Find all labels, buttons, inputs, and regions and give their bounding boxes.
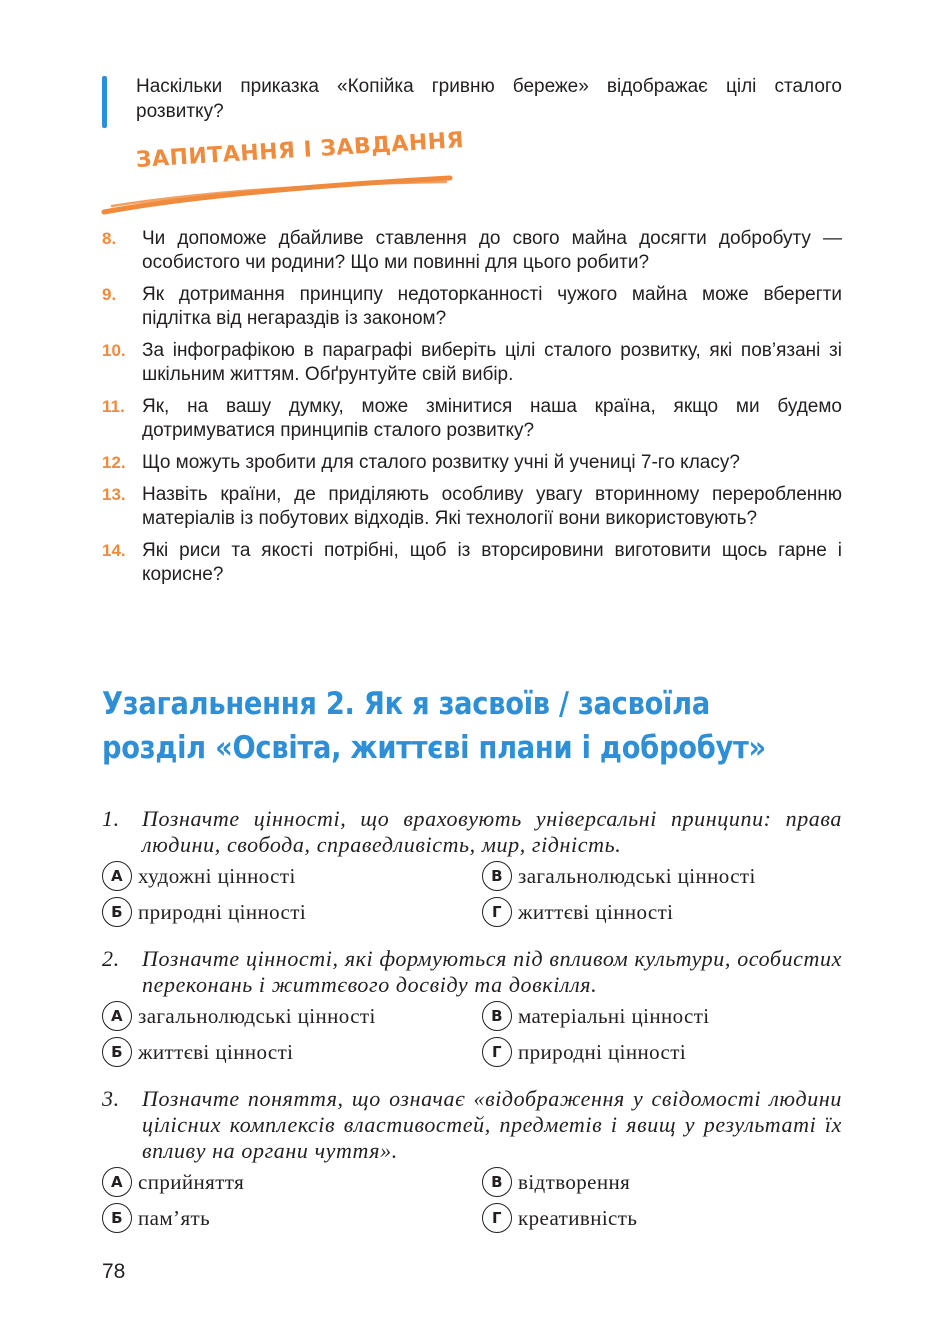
section-heading	[100, 127, 465, 220]
question-text: Як дотримання принципу недоторканності чужого майна може вберегти підлітка від негараздів із законом?	[142, 284, 842, 329]
answer-option[interactable]	[102, 1204, 482, 1232]
test-number: 3.	[102, 1086, 120, 1111]
answer-option[interactable]	[102, 1002, 482, 1030]
option-letter-badge: В	[482, 861, 512, 891]
option-text: художні цінності	[138, 863, 296, 888]
question-number: 11.	[102, 397, 125, 416]
answer-option[interactable]	[482, 862, 842, 890]
question-text: Чи допоможе дбайливе ставлення до свого майна досягти добробуту — особистого чи родини? Що ми повинні для цього робити?	[142, 228, 842, 273]
option-letter-badge: Б	[102, 1203, 132, 1233]
question-number: 14.	[102, 541, 126, 560]
question-list	[102, 227, 842, 595]
answer-options	[102, 862, 842, 926]
test-text: Позначте поняття, що означає «відображення у свідомості людини цілісних комплексів властивостей, предметів і явищ у результаті їх впливу на органи чуття».	[142, 1086, 842, 1163]
option-letter-badge: В	[482, 1001, 512, 1031]
answer-option[interactable]	[102, 898, 482, 926]
answer-option[interactable]	[482, 1038, 842, 1066]
option-text: життєві цінності	[138, 1039, 294, 1064]
option-letter-badge: Б	[102, 1037, 132, 1067]
list-item	[102, 451, 842, 475]
test-number: 1.	[102, 806, 120, 831]
test-question-2	[102, 946, 842, 1066]
question-text: Назвіть країни, де приділяють особливу увагу вторинному переробленню матеріалів із побутових відходів. Які технології вони використовують?	[142, 484, 842, 529]
answer-option[interactable]	[482, 1204, 842, 1232]
option-letter-badge: Г	[482, 897, 512, 927]
test-question-1	[102, 806, 842, 926]
page-number: 78	[102, 1260, 126, 1283]
question-text: За інфографікою в параграфі виберіть цілі сталого розвитку, які пов’язані зі шкільним життям. Обґрунтуйте свій вибір.	[142, 340, 842, 385]
option-letter-badge: В	[482, 1167, 512, 1197]
answer-option[interactable]	[102, 862, 482, 890]
list-item	[102, 339, 842, 387]
list-item	[102, 395, 842, 443]
option-letter-badge: А	[102, 1167, 132, 1197]
question-number: 9.	[102, 285, 117, 304]
question-text: Які риси та якості потрібні, щоб із вторсировини виготовити щось гарне і корисне?	[142, 540, 842, 585]
test-question-3	[102, 1086, 842, 1232]
question-text: Що можуть зробити для сталого розвитку учні й учениці 7-го класу?	[142, 452, 740, 473]
answer-option[interactable]	[482, 898, 842, 926]
list-item	[102, 227, 842, 275]
test-number: 2.	[102, 946, 120, 971]
list-item	[102, 283, 842, 331]
brush-underline-icon	[100, 170, 460, 220]
answer-option[interactable]	[482, 1002, 842, 1030]
list-item	[102, 539, 842, 587]
question-number: 10.	[102, 341, 126, 360]
option-text: природні цінності	[518, 1039, 687, 1064]
question-text: Як, на вашу думку, може змінитися наша країна, якщо ми будемо дотримуватися принципів сталого розвитку?	[142, 396, 842, 441]
question-number: 8.	[102, 229, 117, 248]
option-text: природні цінності	[138, 899, 307, 924]
answer-options	[102, 1168, 842, 1232]
answer-option[interactable]	[102, 1168, 482, 1196]
option-text: загальнолюдські цінності	[518, 863, 756, 888]
option-letter-badge: Б	[102, 897, 132, 927]
answer-options	[102, 1002, 842, 1066]
question-number: 12.	[102, 453, 126, 472]
accent-bar	[102, 76, 107, 128]
reflection-text: Наскільки приказка «Копійка гривню береже» відображає цілі сталого розвитку?	[136, 76, 842, 122]
option-letter-badge: А	[102, 861, 132, 891]
option-text: матеріальні цінності	[518, 1003, 710, 1028]
list-item	[102, 483, 842, 531]
option-letter-badge: А	[102, 1001, 132, 1031]
option-text: загальнолюдські цінності	[138, 1003, 376, 1028]
option-text: відтворення	[518, 1169, 631, 1194]
section-title: ЗАПИТАННЯ І ЗАВДАННЯ	[135, 127, 465, 173]
answer-option[interactable]	[482, 1168, 842, 1196]
test-text: Позначте цінності, які формуються під впливом культури, особистих переконань і життєвого досвіду та довкілля.	[142, 946, 842, 997]
option-text: сприйняття	[138, 1169, 245, 1194]
option-text: креативність	[518, 1205, 638, 1230]
option-letter-badge: Г	[482, 1203, 512, 1233]
option-letter-badge: Г	[482, 1037, 512, 1067]
question-number: 13.	[102, 485, 126, 504]
summary-title: Узагальнення 2. Як я засвоїв / засвоїла розділ «Освіта, життєві плани і добробут»	[102, 686, 766, 766]
reflection-question	[102, 74, 842, 124]
test-text: Позначте цінності, що враховують універсальні принципи: права людини, свобода, справедливість, мир, гідність.	[142, 806, 842, 857]
answer-option[interactable]	[102, 1038, 482, 1066]
option-text: пам’ять	[138, 1205, 211, 1230]
option-text: життєві цінності	[518, 899, 674, 924]
